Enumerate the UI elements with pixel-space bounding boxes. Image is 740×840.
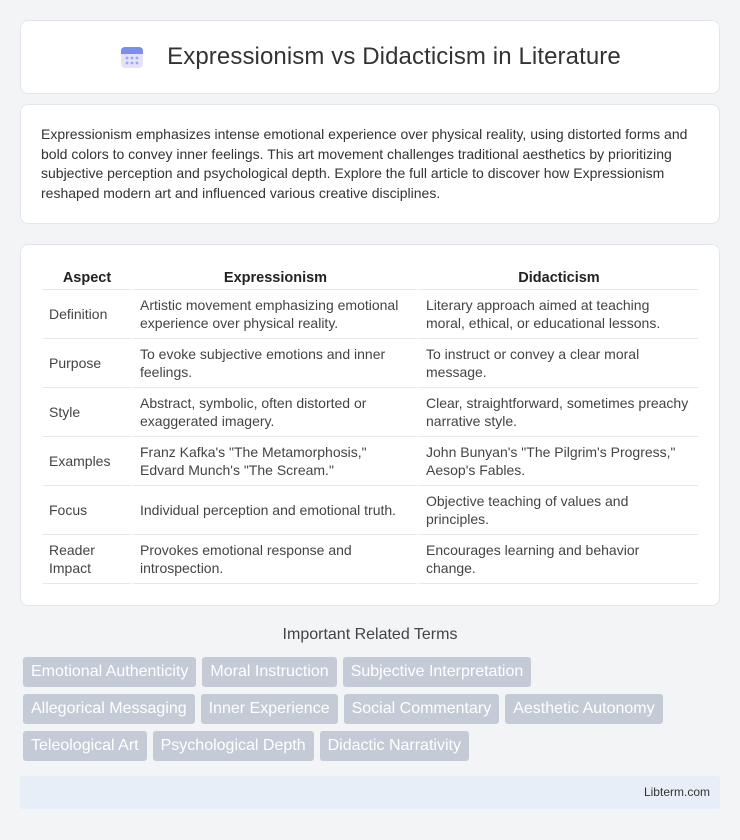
intro-card [20,104,720,224]
aspect-cell: Reader Impact [43,535,131,584]
tag-inner-experience[interactable]: Inner Experience [201,694,338,724]
tag-psychological-depth[interactable]: Psychological Depth [153,731,314,761]
header-aspect: Aspect [43,265,131,290]
tag-row [23,731,723,761]
table-row [43,339,698,388]
table-row [43,388,698,437]
tag-emotional-authenticity[interactable]: Emotional Authenticity [23,657,196,687]
table-row [43,437,698,486]
tag-moral-instruction[interactable]: Moral Instruction [202,657,336,687]
tag-subjective-interpretation[interactable]: Subjective Interpretation [343,657,532,687]
tag-teleological-art[interactable]: Teleological Art [23,731,147,761]
footer-site-link[interactable]: Libterm.com [643,785,710,799]
tag-allegorical-messaging[interactable]: Allegorical Messaging [23,694,195,724]
table-row [43,486,698,535]
comparison-card [20,244,720,606]
aspect-cell: Examples [43,437,131,486]
header-didacticism: Didacticism [417,265,698,290]
table-header-row [43,265,698,290]
table-row [43,535,698,584]
tag-social-commentary[interactable]: Social Commentary [344,694,500,724]
aspect-cell: Focus [43,486,131,535]
intro-text: Expressionism emphasizes intense emotional experience over physical reality, using distorted forms and bold colors to convey inner feelings. This art movement challenges traditional aesthetics by prioritizing subjective perception and psychological depth. Explore the full article to discover how Expressionism reshaped modern art and influenced various creative disciplines. [41,126,688,201]
table-row [43,290,698,339]
expressionism-cell: Franz Kafka's "The Metamorphosis," Edvard Munch's "The Scream." [131,437,417,486]
related-terms [23,657,723,768]
header-card [20,20,720,94]
footer [20,776,720,809]
aspect-cell: Purpose [43,339,131,388]
expressionism-cell: Abstract, symbolic, often distorted or exaggerated imagery. [131,388,417,437]
didacticism-cell: To instruct or convey a clear moral message. [417,339,698,388]
comparison-table [43,265,698,584]
tag-didactic-narrativity[interactable]: Didactic Narrativity [320,731,469,761]
didacticism-cell: Objective teaching of values and principles. [417,486,698,535]
tag-row [23,694,723,724]
page-title: Expressionism vs Didacticism in Literature [167,43,621,70]
tag-row [23,657,723,687]
didacticism-cell: Literary approach aimed at teaching moral, ethical, or educational lessons. [417,290,698,339]
tag-aesthetic-autonomy[interactable]: Aesthetic Autonomy [505,694,662,724]
calendar-grid-icon [119,44,145,70]
expressionism-cell: Artistic movement emphasizing emotional experience over physical reality. [131,290,417,339]
didacticism-cell: Encourages learning and behavior change. [417,535,698,584]
expressionism-cell: To evoke subjective emotions and inner feelings. [131,339,417,388]
header-expressionism: Expressionism [131,265,417,290]
related-terms-title: Important Related Terms [282,626,458,643]
aspect-cell: Definition [43,290,131,339]
aspect-cell: Style [43,388,131,437]
expressionism-cell: Individual perception and emotional truth. [131,486,417,535]
didacticism-cell: Clear, straightforward, sometimes preachy narrative style. [417,388,698,437]
didacticism-cell: John Bunyan's "The Pilgrim's Progress," Aesop's Fables. [417,437,698,486]
expressionism-cell: Provokes emotional response and introspection. [131,535,417,584]
